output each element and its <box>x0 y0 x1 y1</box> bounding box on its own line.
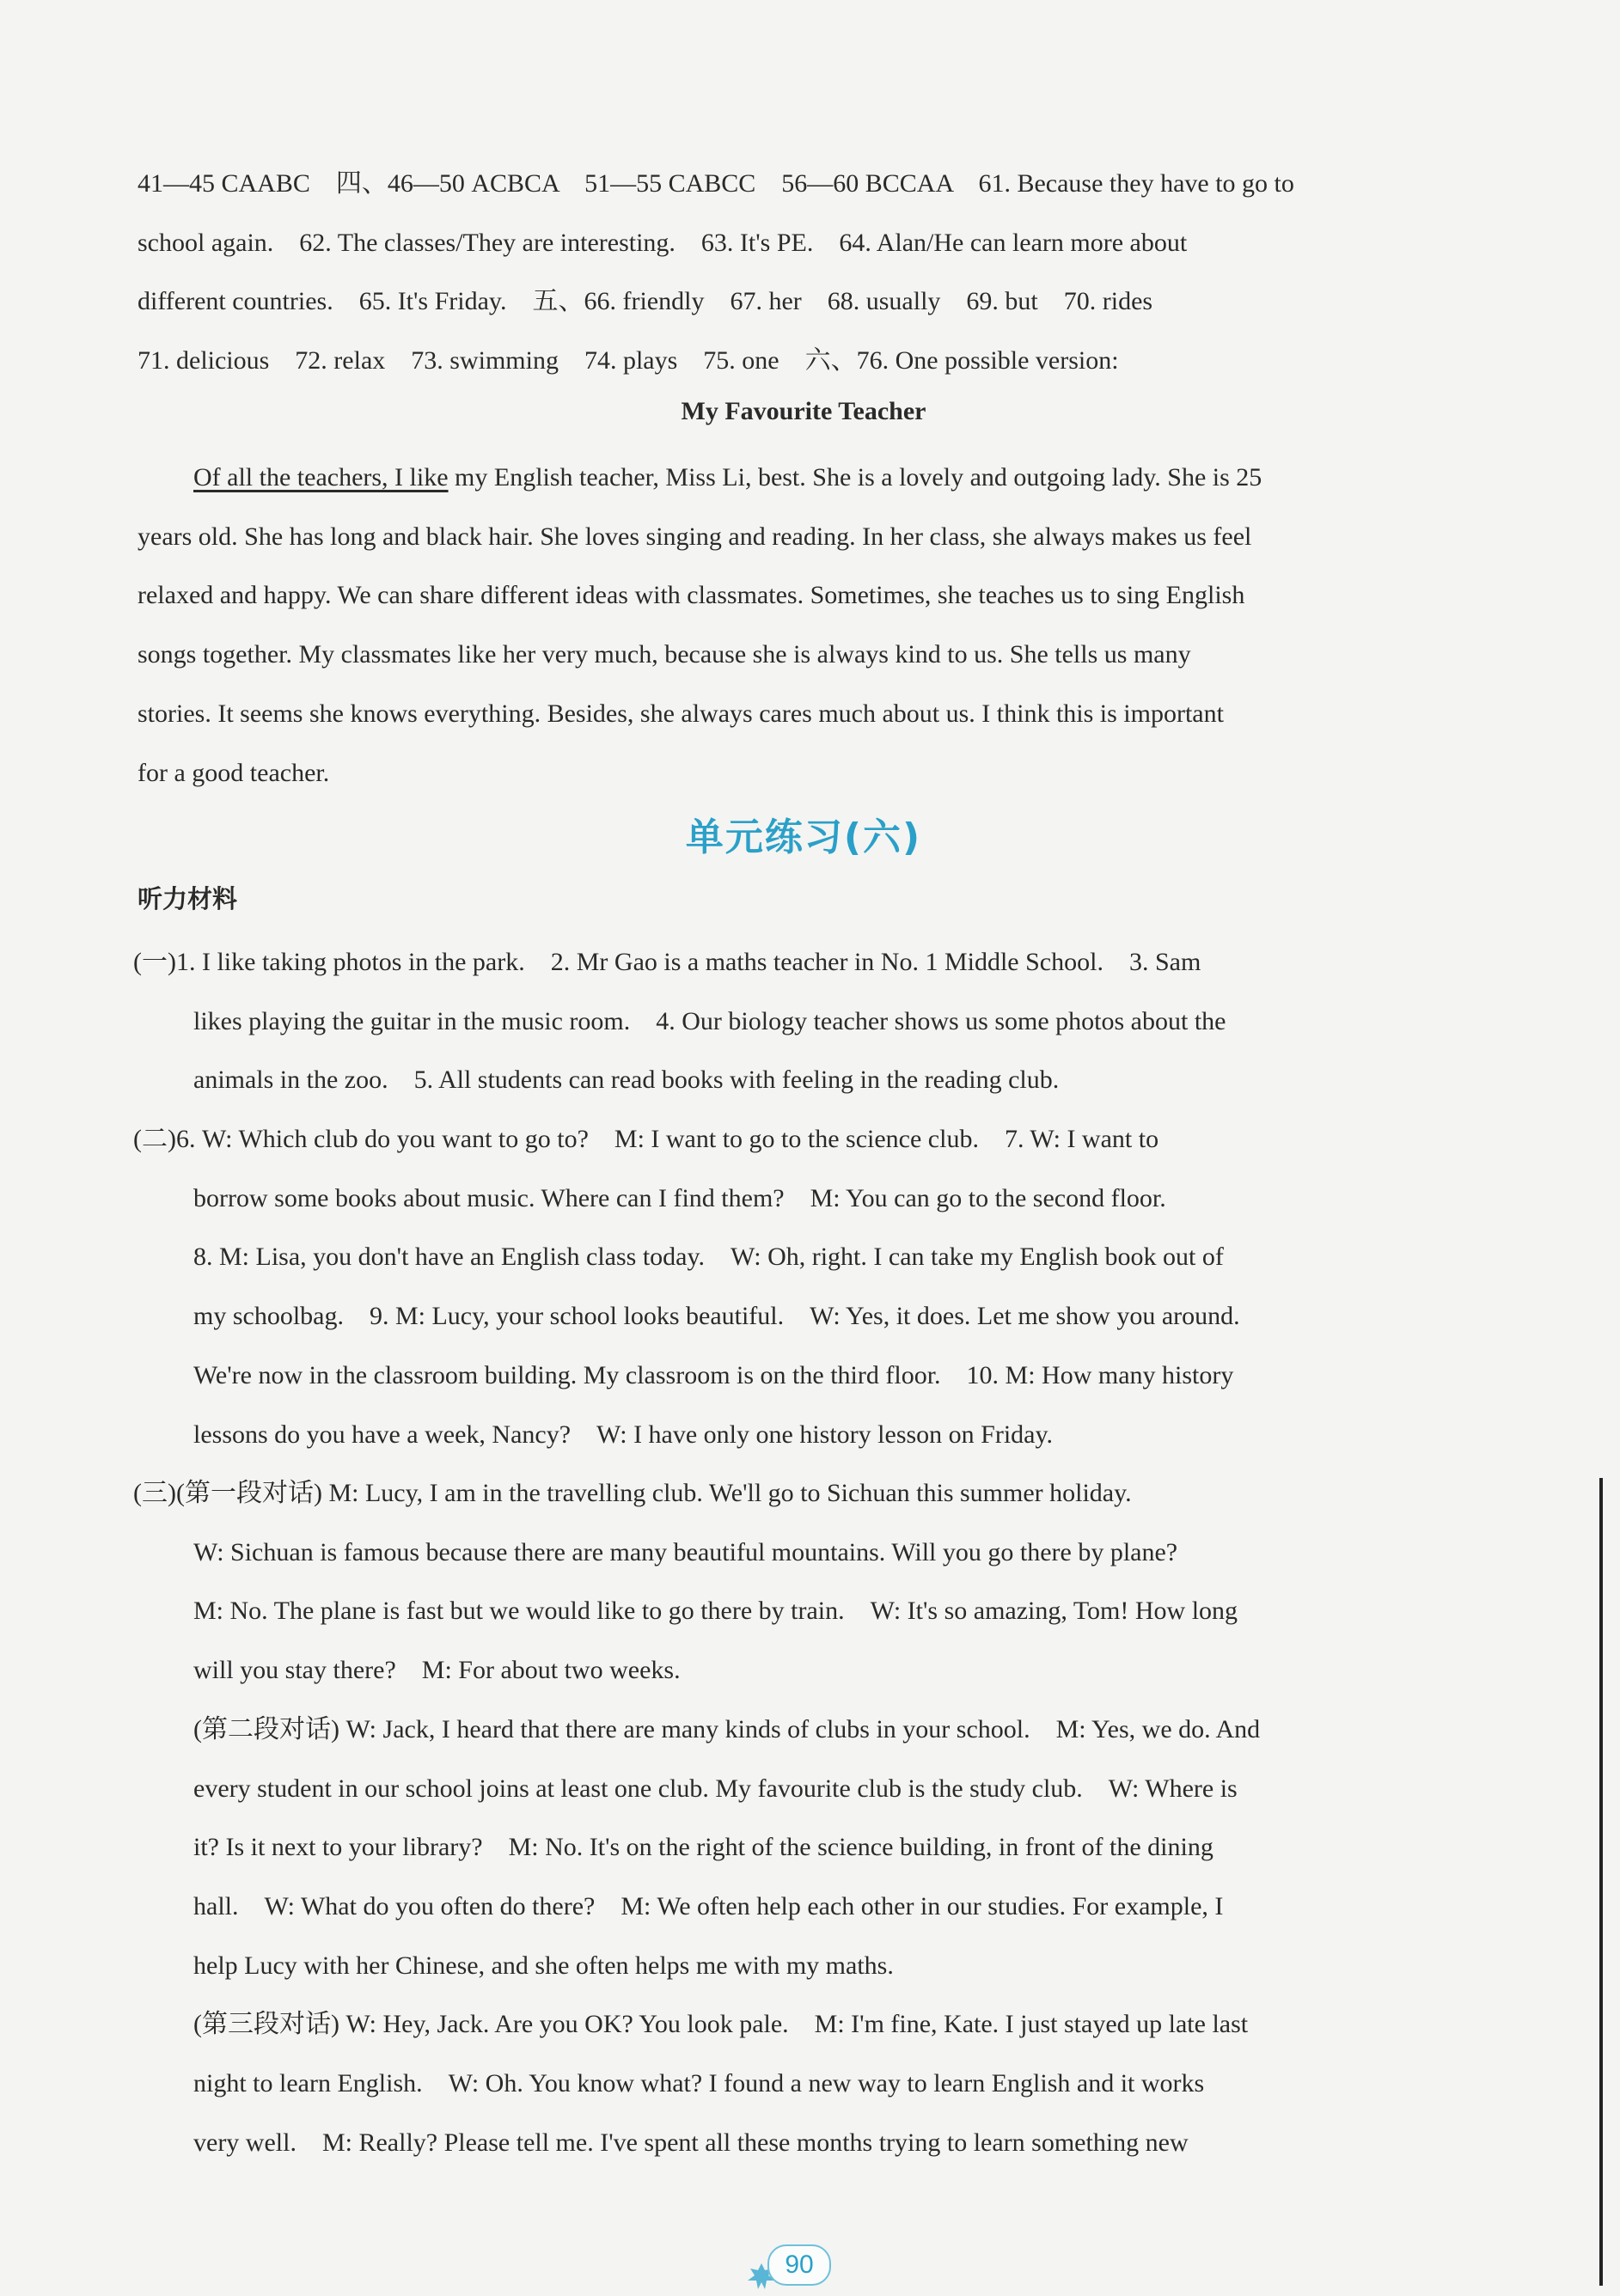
essay-first-line-rest: my English teacher, Miss Li, best. She is a lovely and outgoing lady. She is 25 <box>448 463 1262 492</box>
listening-line: (二)6. W: Which club do you want to go to? M: I want to go to the science club. 7. W: I want to <box>133 1125 1159 1153</box>
essay-line: for a good teacher. <box>138 758 330 787</box>
listening-line: (第三段对话) W: Hey, Jack. Are you OK? You look pale. M: I'm fine, Kate. I just stayed up late last <box>193 2010 1249 2039</box>
essay-line: years old. She has long and black hair. She loves singing and reading. In her class, she always makes us feel <box>138 522 1252 551</box>
listening-line: (三)(第一段对话) M: Lucy, I am in the travelling club. We'll go to Sichuan this summer holiday. <box>133 1479 1132 1507</box>
listening-line: hall. W: What do you often do there? M: We often help each other in our studies. For example, I <box>193 1891 1224 1920</box>
essay-title: My Favourite Teacher <box>681 397 926 425</box>
listening-part-2 <box>133 1110 1474 1464</box>
answer-line: 71. delicious 72. relax 73. swimming 74. plays 75. one 六、76. One possible version: <box>138 346 1119 376</box>
listening-line: (第二段对话) W: Jack, I heard that there are many kinds of clubs in your school. M: Yes, we do. And <box>193 1714 1261 1743</box>
listening-line: my schoolbag. 9. M: Lucy, your school looks beautiful. W: Yes, it does. Let me show you around. <box>193 1302 1240 1331</box>
listening-line: W: Sichuan is famous because there are many beautiful mountains. Will you go there by plane? <box>193 1537 1178 1566</box>
page-footer <box>0 2244 1620 2296</box>
essay-line: stories. It seems she knows everything. Besides, she always cares much about us. I think this is important <box>138 699 1224 728</box>
listening-line: it? Is it next to your library? M: No. It's on the right of the science building, in front of the dining <box>193 1833 1213 1862</box>
listening-line: 8. M: Lisa, you don't have an English class today. W: Oh, right. I can take my English book out of <box>193 1243 1224 1272</box>
unit-title: 单元练习(六) <box>685 815 922 859</box>
listening-line: every student in our school joins at least one club. My favourite club is the study club. W: Where is <box>193 1774 1238 1803</box>
answer-key <box>138 155 1470 391</box>
listening-part-3 <box>133 1464 1474 2172</box>
answer-line: different countries. 65. It's Friday. 五、66. friendly 67. her 68. usually 69. but 70. rides <box>138 287 1153 316</box>
essay-underlined-phrase: Of all the teachers, I like <box>193 463 449 492</box>
listening-line: night to learn English. W: Oh. You know what? I found a new way to learn English and it works <box>193 2069 1205 2098</box>
essay-line: songs together. My classmates like her very much, because she is always kind to us. She tells us many <box>138 640 1191 669</box>
essay-line: relaxed and happy. We can share different ideas with classmates. Sometimes, she teaches us to sing English <box>138 581 1245 610</box>
listening-line: help Lucy with her Chinese, and she often helps me with my maths. <box>193 1951 894 1980</box>
listening-part-1 <box>133 933 1474 1110</box>
listening-line: (一)1. I like taking photos in the park. 2. Mr Gao is a maths teacher in No. 1 Middle School. 3. Sam <box>133 948 1201 976</box>
listening-line: We're now in the classroom building. My classroom is on the third floor. 10. M: How many history <box>193 1360 1234 1389</box>
answer-line: 41—45 CAABC 四、46—50 ACBCA 51—55 CABCC 56—60 BCCAA 61. Because they have to go to <box>138 169 1294 198</box>
listening-line: borrow some books about music. Where can I find them? M: You can go to the second floor. <box>193 1183 1166 1212</box>
listening-line: M: No. The plane is fast but we would like to go there by train. W: It's so amazing, Tom! How long <box>193 1597 1238 1626</box>
answer-line: school again. 62. The classes/They are interesting. 63. It's PE. 64. Alan/He can learn more about <box>138 228 1188 257</box>
listening-line: animals in the zoo. 5. All students can read books with feeling in the reading club. <box>193 1066 1060 1095</box>
scan-edge-line <box>1599 1478 1603 2286</box>
essay-body <box>138 449 1470 803</box>
listening-line: lessons do you have a week, Nancy? W: I have only one history lesson on Friday. <box>193 1420 1054 1449</box>
essay-line <box>138 449 1470 508</box>
section-heading: 听力材料 <box>138 884 238 913</box>
page-number: 90 <box>767 2244 831 2286</box>
listening-line: likes playing the guitar in the music room. 4. Our biology teacher shows us some photos about the <box>193 1006 1226 1035</box>
listening-line: will you stay there? M: For about two weeks. <box>193 1656 681 1685</box>
listening-line: very well. M: Really? Please tell me. I've spent all these months trying to learn something new <box>193 2128 1189 2157</box>
